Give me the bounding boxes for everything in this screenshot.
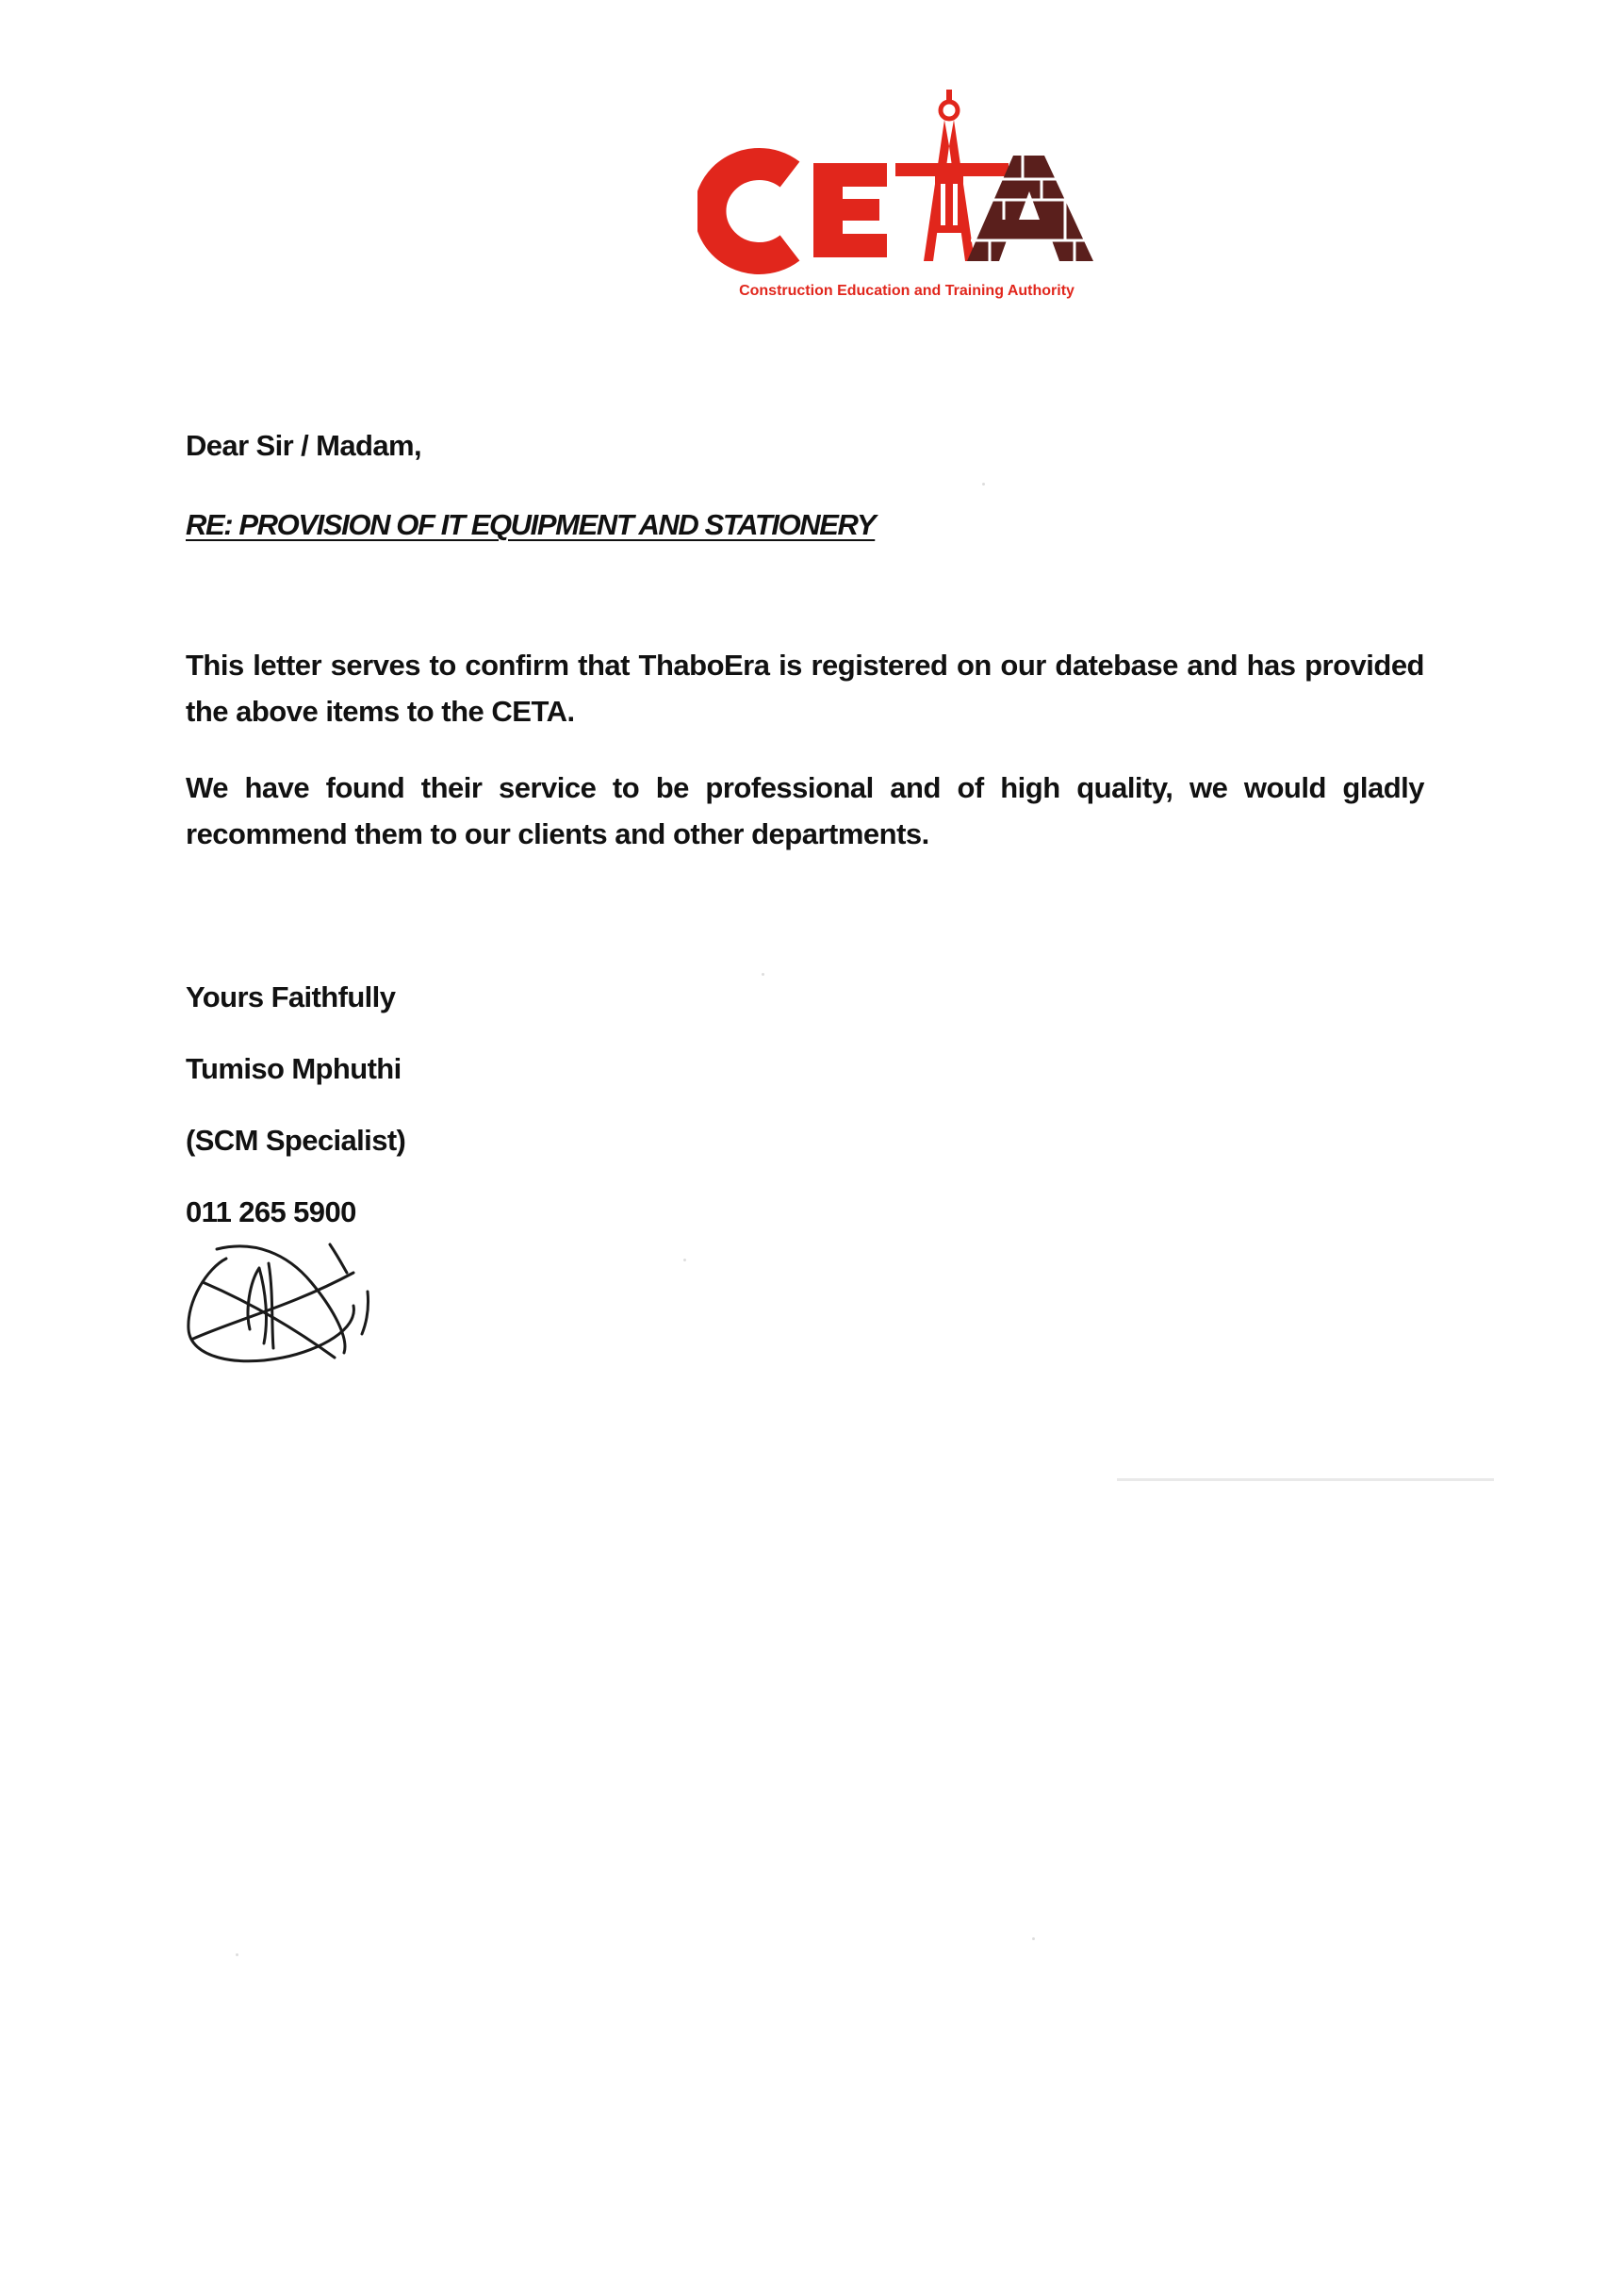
signer-name: Tumiso Mphuthi [186,1052,402,1085]
scan-speck [982,483,985,486]
letter-body [186,429,1424,1229]
logo-tagline: Construction Education and Training Authority [739,283,1074,299]
signer-title: (SCM Specialist) [186,1124,406,1157]
ceta-logo [697,90,1140,316]
handwritten-signature [179,1216,386,1376]
signer-phone: 011 265 5900 [186,1195,356,1228]
scan-speck [762,973,764,976]
scan-speck [1032,1937,1035,1940]
salutation: Dear Sir / Madam, [186,429,421,462]
scan-speck [236,1953,238,1956]
body-paragraph: We have found their service to be professional and of high quality, we would gladly recommend them to our clients and other departments. [186,771,1424,850]
body-paragraph: This letter serves to confirm that ThaboEra is registered on our datebase and has provided the above items to the CETA. [186,649,1424,728]
subject-line: RE: PROVISION OF IT EQUIPMENT AND STATIONERY [186,508,876,541]
scan-artifact-line [1117,1478,1494,1481]
scan-speck [683,1259,686,1261]
closing: Yours Faithfully [186,980,396,1013]
